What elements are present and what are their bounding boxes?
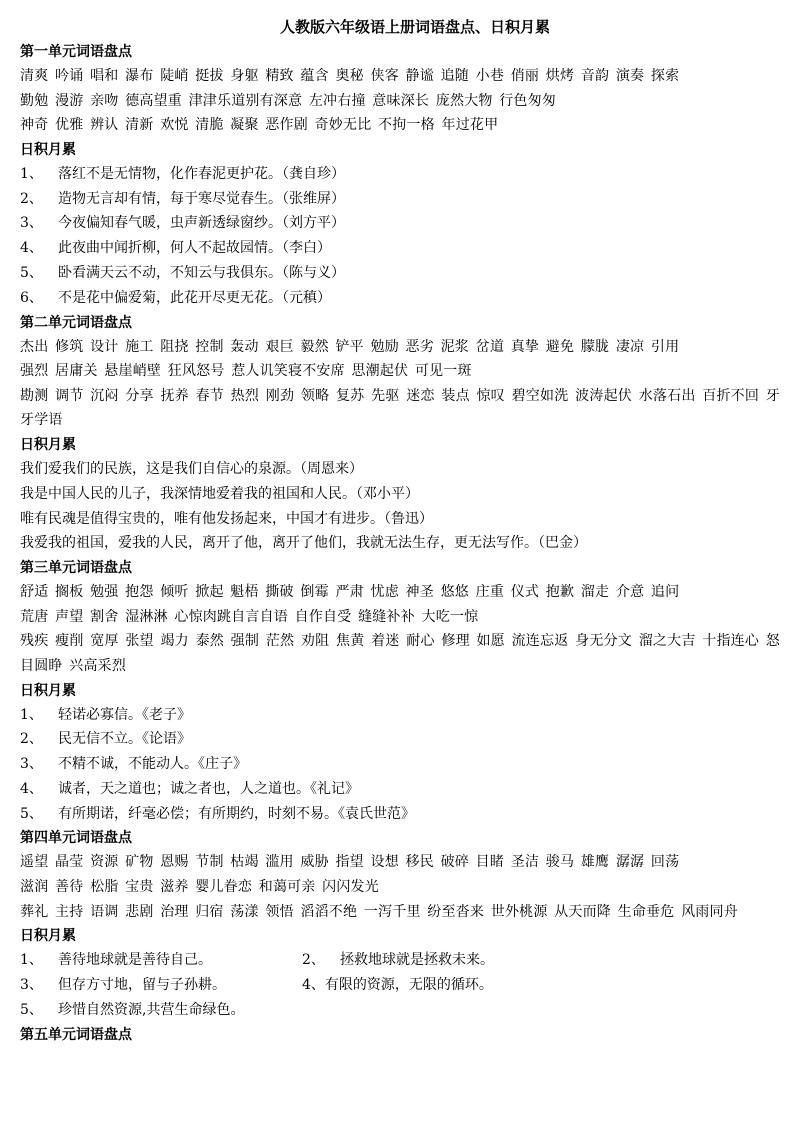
unit-4-vocab-line: 遥望 晶莹 资源 矿物 恩赐 节制 枯竭 滥用 威胁 指望 设想 移民 破碎 目睹 圣洁 骏马 雄鹰 潺潺 回荡 xyxy=(20,854,680,871)
unit-3-vocab-line: 荒唐 声望 割舍 湿淋淋 心惊肉跳自言自语 自作自受 缝缝补补 大吃一惊 xyxy=(20,608,479,625)
quote-line xyxy=(20,752,780,777)
unit-2-vocab-heading: 第二单元词语盘点 xyxy=(20,314,132,331)
quote-number: 3、 xyxy=(20,756,43,773)
quote-cell xyxy=(302,948,494,973)
quote-text: 善待地球就是善待自己。 xyxy=(58,952,212,969)
unit-3-rjyl-heading: 日积月累 xyxy=(20,682,76,699)
unit-4-vocab-heading: 第四单元词语盘点 xyxy=(20,830,132,847)
unit-5-vocab-heading: 第五单元词语盘点 xyxy=(20,1026,132,1043)
quote-text: 今夜偏知春气暖，虫声新透绿窗纱。（刘方平） xyxy=(58,215,345,232)
unit-4-vocab-line: 滋润 善待 松脂 宝贵 滋养 婴儿眷恋 和蔼可亲 闪闪发光 xyxy=(20,879,379,896)
document-title: 人教版六年级语上册词语盘点、日积月累 xyxy=(279,18,550,36)
quote-line xyxy=(20,211,780,236)
quote-text: 落红不是无情物，化作春泥更护花。（龚自珍） xyxy=(58,165,345,182)
quote-text: 拯救地球就是拯救未来。 xyxy=(340,952,494,969)
unit-4-section xyxy=(20,826,780,1022)
quote-row xyxy=(20,948,780,973)
quote-line: 我是中国人民的儿子，我深情地爱着我的祖国和人民。（邓小平） xyxy=(20,485,419,502)
quote-number: 1、 xyxy=(20,165,43,182)
quote-text: 此夜曲中闻折柳，何人不起故园情。（李白） xyxy=(58,240,331,257)
unit-3-section xyxy=(20,556,780,826)
quote-number: 3、 xyxy=(20,977,43,994)
quote-number: 4、 xyxy=(20,240,43,257)
unit-1-vocab-heading: 第一单元词语盘点 xyxy=(20,44,132,60)
quote-text: 珍惜自然资源,共营生命绿色。 xyxy=(58,1001,245,1018)
quote-number: 4、 xyxy=(302,977,325,994)
unit-2-vocab-line: 勘测 调节 沉闷 分享 抚养 春节 热烈 刚劲 领略 复苏 先驱 迷恋 装点 惊叹 碧空如洗 波涛起伏 水落石出 百折不回 牙牙学语 xyxy=(20,387,780,429)
quote-text: 有所期诺，纤毫必偿；有所期约，时刻不易。《袁氏世范》 xyxy=(58,805,415,822)
quote-number: 2、 xyxy=(20,731,43,748)
quote-row xyxy=(20,973,780,998)
quote-line xyxy=(20,777,780,802)
quote-line: 唯有民魂是值得宝贵的，唯有他发扬起来，中国才有进步。（鲁迅） xyxy=(20,510,433,527)
quote-line xyxy=(20,802,780,827)
quote-text: 不精不诚，不能动人。《庄子》 xyxy=(58,756,247,773)
quote-number: 6、 xyxy=(20,289,43,306)
quote-line: 我们爱我们的民族，这是我们自信心的泉源。（周恩来） xyxy=(20,460,363,477)
quote-number: 5、 xyxy=(20,1001,43,1018)
quote-line xyxy=(20,286,780,311)
unit-1-section xyxy=(20,40,780,311)
quote-number: 5、 xyxy=(20,264,43,281)
quote-row xyxy=(20,998,780,1023)
unit-1-vocab-line: 清爽 吟诵 唱和 瀑布 陡峭 挺拔 身躯 精致 蕴含 奥秘 侠客 静谧 追随 小巷 俏丽 烘烤 音韵 演奏 探索 xyxy=(20,68,680,84)
quote-text: 轻诺必寡信。《老子》 xyxy=(58,706,191,723)
quote-number: 1、 xyxy=(20,706,43,723)
quote-text: 有限的资源，无限的循环。 xyxy=(324,977,493,994)
quote-line: 我爱我的祖国，爱我的人民，离开了他，离开了他们，我就无法生存，更无法写作。（巴金） xyxy=(20,535,587,552)
quote-text: 但存方寸地，留与子孙耕。 xyxy=(58,977,226,994)
unit-2-vocab-line: 杰出 修筑 设计 施工 阻挠 控制 轰动 艰巨 毅然 铲平 勉励 恶劣 泥浆 岔道 真挚 避免 朦胧 凄凉 引用 xyxy=(20,338,680,355)
quote-text: 民无信不立。《论语》 xyxy=(58,731,191,748)
quote-number: 5、 xyxy=(20,805,43,822)
quote-line xyxy=(20,261,780,286)
quote-line xyxy=(20,162,780,187)
document-page xyxy=(20,14,780,1047)
quote-cell xyxy=(302,973,493,998)
unit-3-vocab-line: 残疾 瘦削 宽厚 张望 竭力 泰然 强制 茫然 劝阻 焦黄 着迷 耐心 修理 如愿 流连忘返 身无分文 溜之大吉 十指连心 怒目圆睁 兴高采烈 xyxy=(20,633,780,674)
quote-number: 2、 xyxy=(20,190,43,207)
unit-2-section xyxy=(20,311,780,557)
unit-3-vocab-line: 舒适 搁板 勉强 抱怨 倾听 掀起 魁梧 撕破 倒霉 严肃 忧虑 神圣 悠悠 庄重 仪式 抱歉 溜走 介意 追问 xyxy=(20,584,680,601)
quote-cell xyxy=(20,998,302,1023)
quote-line xyxy=(20,703,780,728)
quote-line xyxy=(20,727,780,752)
quote-text: 卧看满天云不动，不知云与我俱东。（陈与义） xyxy=(58,264,345,281)
quote-number: 2、 xyxy=(302,952,325,969)
quote-number: 3、 xyxy=(20,215,43,232)
quote-text: 造物无言却有情，每于寒尽觉春生。（张维屏） xyxy=(58,190,345,207)
quote-cell xyxy=(20,973,302,998)
quote-line xyxy=(20,187,780,212)
unit-3-vocab-heading: 第三单元词语盘点 xyxy=(20,560,132,577)
unit-1-vocab-line: 神奇 优雅 辨认 清新 欢悦 清脆 凝聚 恶作剧 奇妙无比 不拘一格 年过花甲 xyxy=(20,117,499,134)
unit-1-rjyl-heading: 日积月累 xyxy=(20,141,76,158)
unit-2-rjyl-heading: 日积月累 xyxy=(20,436,76,453)
unit-4-rjyl-heading: 日积月累 xyxy=(20,928,76,945)
unit-4-vocab-line: 葬礼 主持 语调 悲剧 治理 归宿 荡漾 领悟 滔滔不绝 一泻千里 纷至沓来 世外桃源 从天而降 生命垂危 风雨同舟 xyxy=(20,903,738,920)
unit-1-vocab-line: 勤勉 漫游 亲吻 德高望重 津津乐道别有深意 左冲右撞 意味深长 庞然大物 行色匆匆 xyxy=(20,92,556,109)
quote-number: 4、 xyxy=(20,780,43,797)
quote-text: 不是花中偏爱菊，此花开尽更无花。（元稹） xyxy=(58,289,331,306)
quote-text: 诚者，天之道也；诚之者也，人之道也。《礼记》 xyxy=(58,780,359,797)
quote-line xyxy=(20,236,780,261)
quote-cell xyxy=(20,948,302,973)
unit-2-vocab-line: 强烈 居庸关 悬崖峭壁 狂风怒号 惹人讥笑寝不安席 思潮起伏 可见一斑 xyxy=(20,363,472,380)
quote-number: 1、 xyxy=(20,952,43,969)
